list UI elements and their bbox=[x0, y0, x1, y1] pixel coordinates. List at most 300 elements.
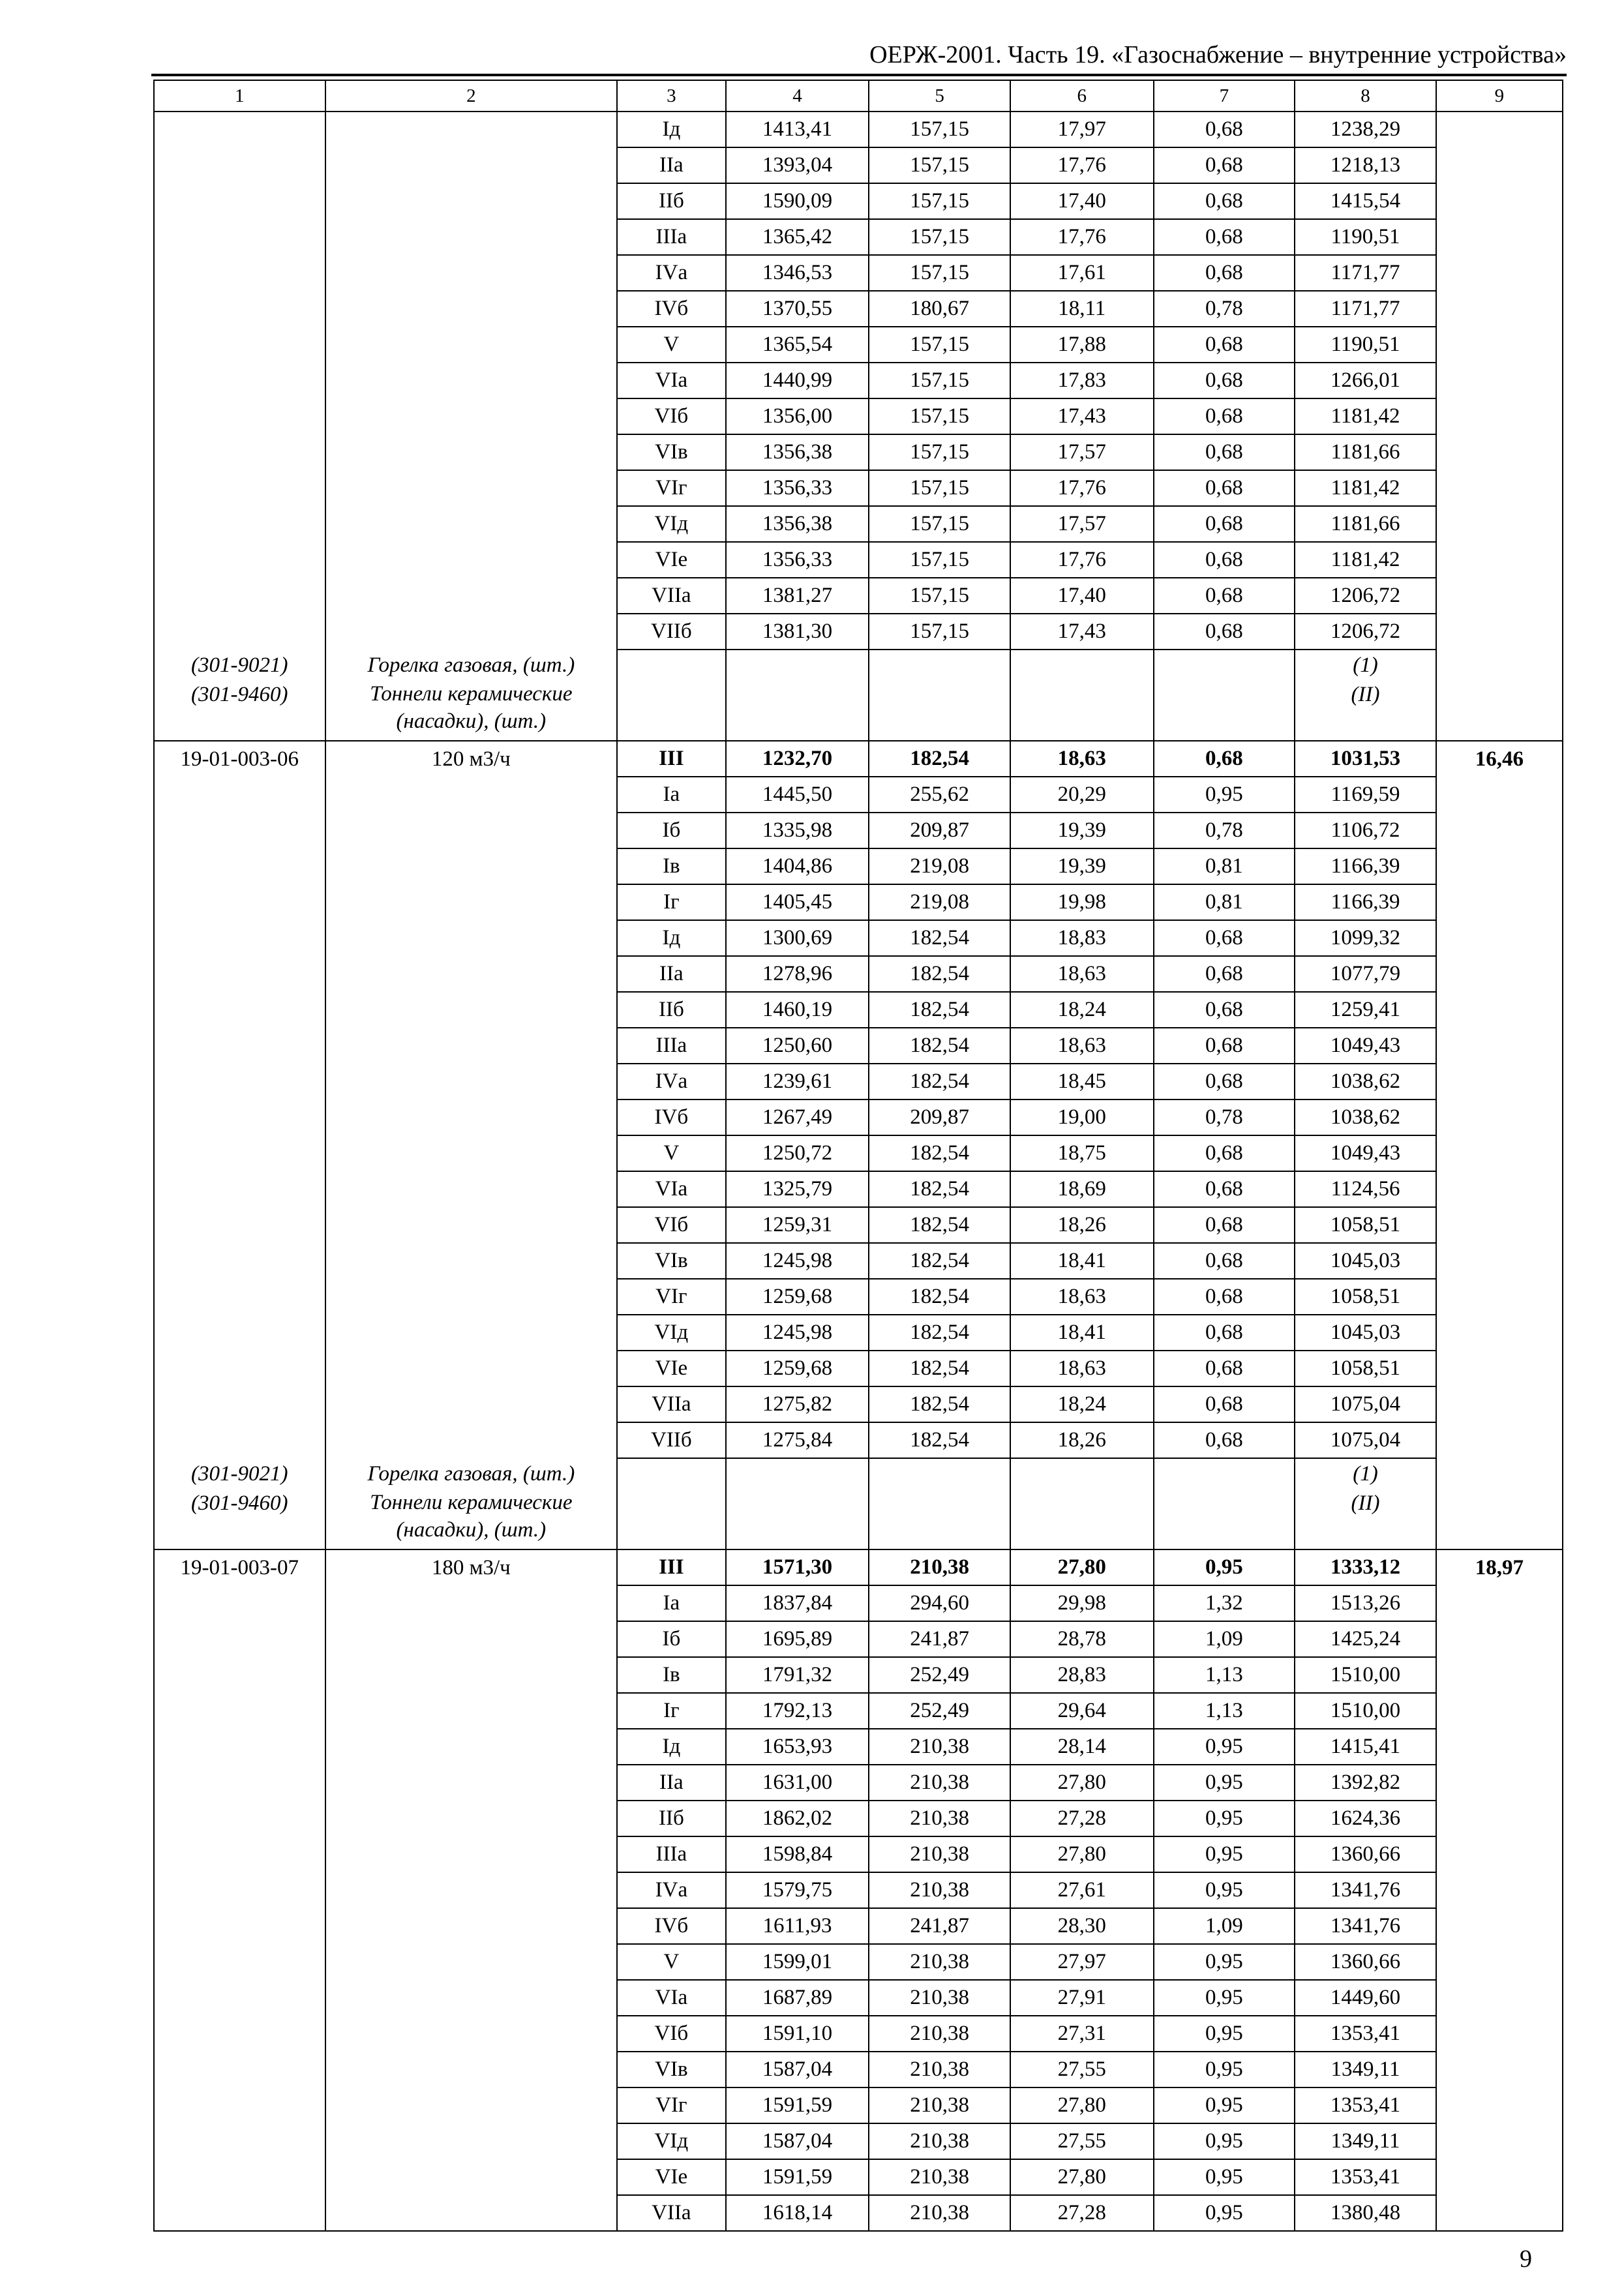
driver-wages-cell: 0,95 bbox=[1154, 1801, 1295, 1836]
wages-cell: 157,15 bbox=[869, 183, 1010, 219]
rate-name bbox=[325, 147, 618, 183]
resource-name bbox=[325, 680, 618, 741]
direct-costs-cell: 1611,93 bbox=[726, 1908, 869, 1944]
column-number: 4 bbox=[726, 80, 869, 112]
direct-costs-cell: 1356,33 bbox=[726, 470, 869, 506]
wages-cell: 210,38 bbox=[869, 1765, 1010, 1801]
driver-wages-cell: 0,81 bbox=[1154, 848, 1295, 884]
labor-costs-cell bbox=[1436, 363, 1563, 398]
zone-cell: IIб bbox=[617, 1801, 726, 1836]
resource-name-text: Тоннели керамические (насадки), (шт.) bbox=[370, 1491, 573, 1542]
resource-note-row bbox=[154, 1489, 1563, 1549]
rate-name bbox=[325, 992, 618, 1028]
direct-costs-cell: 1356,33 bbox=[726, 542, 869, 578]
table-row bbox=[154, 506, 1563, 542]
machine-costs-cell: 18,26 bbox=[1010, 1207, 1154, 1243]
wages-cell: 182,54 bbox=[869, 1028, 1010, 1064]
direct-costs-cell: 1245,98 bbox=[726, 1243, 869, 1279]
column-number: 1 bbox=[154, 80, 325, 112]
rate-name bbox=[325, 1585, 618, 1621]
zone-cell: VIе bbox=[617, 2159, 726, 2195]
rate-code bbox=[154, 1243, 325, 1279]
labor-costs-cell bbox=[1436, 1207, 1563, 1243]
direct-costs-cell: 1300,69 bbox=[726, 920, 869, 956]
table-row bbox=[154, 1064, 1563, 1100]
materials-cell: 1392,82 bbox=[1295, 1765, 1436, 1801]
resource-quantity: (II) bbox=[1295, 680, 1436, 741]
labor-costs-cell bbox=[1436, 1279, 1563, 1315]
wages-cell: 157,15 bbox=[869, 470, 1010, 506]
wages-cell: 210,38 bbox=[869, 1944, 1010, 1980]
machine-costs-cell: 17,76 bbox=[1010, 470, 1154, 506]
table-row bbox=[154, 1836, 1563, 1872]
direct-costs-cell: 1587,04 bbox=[726, 2052, 869, 2087]
resource-code: (301-9021) bbox=[154, 650, 325, 680]
driver-wages-cell: 0,68 bbox=[1154, 956, 1295, 992]
driver-wages-cell: 0,68 bbox=[1154, 578, 1295, 614]
machine-costs-cell: 18,63 bbox=[1010, 1279, 1154, 1315]
driver-wages-cell: 1,09 bbox=[1154, 1621, 1295, 1657]
wages-cell: 182,54 bbox=[869, 741, 1010, 777]
empty-cell bbox=[869, 1489, 1010, 1549]
rate-name bbox=[325, 434, 618, 470]
table-row bbox=[154, 848, 1563, 884]
table-row bbox=[154, 1944, 1563, 1980]
zone-cell: VIIа bbox=[617, 2195, 726, 2231]
wages-cell: 252,49 bbox=[869, 1693, 1010, 1729]
machine-costs-cell: 18,69 bbox=[1010, 1171, 1154, 1207]
table-body bbox=[154, 80, 1563, 2231]
rate-code bbox=[154, 255, 325, 291]
direct-costs-cell: 1579,75 bbox=[726, 1872, 869, 1908]
table-row bbox=[154, 542, 1563, 578]
table-row bbox=[154, 956, 1563, 992]
resource-name-text: Горелка газовая, (шт.) bbox=[367, 1461, 575, 1486]
rate-code bbox=[154, 614, 325, 650]
rate-code bbox=[154, 1351, 325, 1386]
rate-name bbox=[325, 1422, 618, 1458]
wages-cell: 182,54 bbox=[869, 1315, 1010, 1351]
zone-cell: V bbox=[617, 1944, 726, 1980]
machine-costs-cell: 28,30 bbox=[1010, 1908, 1154, 1944]
labor-costs-cell bbox=[1436, 1135, 1563, 1171]
header-rule bbox=[151, 74, 1567, 76]
empty-cell bbox=[1154, 680, 1295, 741]
wages-cell: 210,38 bbox=[869, 2123, 1010, 2159]
table-row bbox=[154, 578, 1563, 614]
machine-costs-cell: 20,29 bbox=[1010, 777, 1154, 813]
materials-cell: 1045,03 bbox=[1295, 1243, 1436, 1279]
machine-costs-cell: 27,80 bbox=[1010, 1549, 1154, 1585]
direct-costs-cell: 1250,60 bbox=[726, 1028, 869, 1064]
labor-costs-cell bbox=[1436, 219, 1563, 255]
table-row bbox=[154, 183, 1563, 219]
materials-cell: 1353,41 bbox=[1295, 2087, 1436, 2123]
machine-costs-cell: 27,31 bbox=[1010, 2016, 1154, 2052]
empty-cell bbox=[869, 1458, 1010, 1489]
wages-cell: 182,54 bbox=[869, 1207, 1010, 1243]
rate-code bbox=[154, 147, 325, 183]
empty-cell bbox=[617, 650, 726, 680]
rate-name bbox=[325, 614, 618, 650]
driver-wages-cell: 0,95 bbox=[1154, 1765, 1295, 1801]
table-row bbox=[154, 1549, 1563, 1585]
labor-costs-cell bbox=[1436, 1243, 1563, 1279]
materials-cell: 1360,66 bbox=[1295, 1944, 1436, 1980]
empty-cell bbox=[869, 680, 1010, 741]
rate-code bbox=[154, 112, 325, 147]
wages-cell: 182,54 bbox=[869, 956, 1010, 992]
wages-cell: 182,54 bbox=[869, 1279, 1010, 1315]
labor-costs-cell: 16,46 bbox=[1436, 741, 1563, 777]
direct-costs-cell: 1381,27 bbox=[726, 578, 869, 614]
labor-costs-cell bbox=[1436, 1028, 1563, 1064]
driver-wages-cell: 0,68 bbox=[1154, 1135, 1295, 1171]
table-row bbox=[154, 1207, 1563, 1243]
materials-cell: 1049,43 bbox=[1295, 1028, 1436, 1064]
table-row bbox=[154, 2159, 1563, 2195]
materials-cell: 1166,39 bbox=[1295, 884, 1436, 920]
wages-cell: 182,54 bbox=[869, 1135, 1010, 1171]
materials-cell: 1075,04 bbox=[1295, 1422, 1436, 1458]
materials-cell: 1190,51 bbox=[1295, 327, 1436, 363]
driver-wages-cell: 0,68 bbox=[1154, 147, 1295, 183]
machine-costs-cell: 17,43 bbox=[1010, 398, 1154, 434]
table-row bbox=[154, 777, 1563, 813]
materials-cell: 1206,72 bbox=[1295, 578, 1436, 614]
rate-code bbox=[154, 1872, 325, 1908]
table-row bbox=[154, 1980, 1563, 2016]
zone-cell: VIг bbox=[617, 2087, 726, 2123]
labor-costs-cell bbox=[1436, 614, 1563, 650]
zone-cell: VIIа bbox=[617, 1386, 726, 1422]
direct-costs-cell: 1335,98 bbox=[726, 813, 869, 848]
rate-name bbox=[325, 848, 618, 884]
rate-name bbox=[325, 2159, 618, 2195]
wages-cell: 182,54 bbox=[869, 1243, 1010, 1279]
zone-cell: VIIб bbox=[617, 1422, 726, 1458]
table-row bbox=[154, 992, 1563, 1028]
rate-code bbox=[154, 1657, 325, 1693]
direct-costs-cell: 1381,30 bbox=[726, 614, 869, 650]
rate-code bbox=[154, 1765, 325, 1801]
materials-cell: 1124,56 bbox=[1295, 1171, 1436, 1207]
rate-code bbox=[154, 1064, 325, 1100]
rate-name bbox=[325, 1279, 618, 1315]
table-row bbox=[154, 398, 1563, 434]
labor-costs-cell bbox=[1436, 1100, 1563, 1135]
wages-cell: 210,38 bbox=[869, 2087, 1010, 2123]
zone-cell: IVа bbox=[617, 255, 726, 291]
empty-cell bbox=[1436, 650, 1563, 680]
zone-cell: VIе bbox=[617, 1351, 726, 1386]
machine-costs-cell: 28,14 bbox=[1010, 1729, 1154, 1765]
labor-costs-cell bbox=[1436, 1944, 1563, 1980]
zone-cell: III bbox=[617, 1549, 726, 1585]
wages-cell: 210,38 bbox=[869, 1872, 1010, 1908]
wages-cell: 219,08 bbox=[869, 848, 1010, 884]
column-number: 6 bbox=[1010, 80, 1154, 112]
empty-cell bbox=[1154, 1458, 1295, 1489]
table-row bbox=[154, 884, 1563, 920]
wages-cell: 157,15 bbox=[869, 327, 1010, 363]
wages-cell: 182,54 bbox=[869, 1422, 1010, 1458]
rate-name bbox=[325, 1944, 618, 1980]
materials-cell: 1206,72 bbox=[1295, 614, 1436, 650]
materials-cell: 1513,26 bbox=[1295, 1585, 1436, 1621]
rate-name bbox=[325, 1100, 618, 1135]
rate-code bbox=[154, 1171, 325, 1207]
rate-code bbox=[154, 992, 325, 1028]
labor-costs-cell bbox=[1436, 2123, 1563, 2159]
resource-name bbox=[325, 1458, 618, 1489]
driver-wages-cell: 0,68 bbox=[1154, 434, 1295, 470]
labor-costs-cell bbox=[1436, 2159, 1563, 2195]
wages-cell: 210,38 bbox=[869, 2052, 1010, 2087]
driver-wages-cell: 0,68 bbox=[1154, 1422, 1295, 1458]
zone-cell: VIд bbox=[617, 2123, 726, 2159]
rate-code bbox=[154, 291, 325, 327]
rate-name bbox=[325, 291, 618, 327]
rate-name bbox=[325, 112, 618, 147]
machine-costs-cell: 18,63 bbox=[1010, 1028, 1154, 1064]
machine-costs-cell: 27,80 bbox=[1010, 1836, 1154, 1872]
labor-costs-cell bbox=[1436, 398, 1563, 434]
machine-costs-cell: 17,57 bbox=[1010, 434, 1154, 470]
rate-name bbox=[325, 1621, 618, 1657]
table-row bbox=[154, 1171, 1563, 1207]
zone-cell: Iг bbox=[617, 884, 726, 920]
machine-costs-cell: 27,80 bbox=[1010, 1765, 1154, 1801]
rate-name bbox=[325, 1386, 618, 1422]
driver-wages-cell: 0,95 bbox=[1154, 2016, 1295, 2052]
direct-costs-cell: 1837,84 bbox=[726, 1585, 869, 1621]
table-row bbox=[154, 1908, 1563, 1944]
zone-cell: VIв bbox=[617, 1243, 726, 1279]
resource-name bbox=[325, 1489, 618, 1549]
resource-note-row bbox=[154, 1458, 1563, 1489]
wages-cell: 182,54 bbox=[869, 920, 1010, 956]
machine-costs-cell: 27,80 bbox=[1010, 2087, 1154, 2123]
materials-cell: 1341,76 bbox=[1295, 1908, 1436, 1944]
rate-name bbox=[325, 1064, 618, 1100]
driver-wages-cell: 0,95 bbox=[1154, 2159, 1295, 2195]
machine-costs-cell: 27,61 bbox=[1010, 1872, 1154, 1908]
direct-costs-cell: 1591,59 bbox=[726, 2159, 869, 2195]
wages-cell: 157,15 bbox=[869, 219, 1010, 255]
wages-cell: 182,54 bbox=[869, 1351, 1010, 1386]
resource-name bbox=[325, 650, 618, 680]
labor-costs-cell bbox=[1436, 112, 1563, 147]
resource-name-text: Горелка газовая, (шт.) bbox=[367, 653, 575, 677]
machine-costs-cell: 18,45 bbox=[1010, 1064, 1154, 1100]
zone-cell: VIа bbox=[617, 1980, 726, 2016]
machine-costs-cell: 17,43 bbox=[1010, 614, 1154, 650]
rate-code bbox=[154, 777, 325, 813]
direct-costs-cell: 1365,42 bbox=[726, 219, 869, 255]
driver-wages-cell: 1,13 bbox=[1154, 1657, 1295, 1693]
rate-code bbox=[154, 920, 325, 956]
labor-costs-cell bbox=[1436, 813, 1563, 848]
table-row bbox=[154, 112, 1563, 147]
materials-cell: 1349,11 bbox=[1295, 2123, 1436, 2159]
zone-cell: V bbox=[617, 1135, 726, 1171]
table-row bbox=[154, 2087, 1563, 2123]
direct-costs-cell: 1599,01 bbox=[726, 1944, 869, 1980]
empty-cell bbox=[1436, 1489, 1563, 1549]
zone-cell: IIIа bbox=[617, 1028, 726, 1064]
machine-costs-cell: 27,55 bbox=[1010, 2052, 1154, 2087]
rate-code bbox=[154, 327, 325, 363]
direct-costs-cell: 1631,00 bbox=[726, 1765, 869, 1801]
wages-cell: 241,87 bbox=[869, 1908, 1010, 1944]
direct-costs-cell: 1370,55 bbox=[726, 291, 869, 327]
rate-code bbox=[154, 398, 325, 434]
materials-cell: 1380,48 bbox=[1295, 2195, 1436, 2231]
zone-cell: V bbox=[617, 327, 726, 363]
direct-costs-cell: 1591,10 bbox=[726, 2016, 869, 2052]
machine-costs-cell: 17,40 bbox=[1010, 183, 1154, 219]
machine-costs-cell: 18,75 bbox=[1010, 1135, 1154, 1171]
zone-cell: IIа bbox=[617, 1765, 726, 1801]
labor-costs-cell bbox=[1436, 255, 1563, 291]
materials-cell: 1510,00 bbox=[1295, 1693, 1436, 1729]
zone-cell: Iб bbox=[617, 1621, 726, 1657]
rate-code bbox=[154, 884, 325, 920]
resource-note-row bbox=[154, 680, 1563, 741]
wages-cell: 210,38 bbox=[869, 1729, 1010, 1765]
zone-cell: IVа bbox=[617, 1064, 726, 1100]
table-row bbox=[154, 147, 1563, 183]
zone-cell: Iв bbox=[617, 848, 726, 884]
rate-name bbox=[325, 2195, 618, 2231]
zone-cell: VIв bbox=[617, 434, 726, 470]
direct-costs-cell: 1792,13 bbox=[726, 1693, 869, 1729]
table-row bbox=[154, 434, 1563, 470]
materials-cell: 1031,53 bbox=[1295, 741, 1436, 777]
materials-cell: 1425,24 bbox=[1295, 1621, 1436, 1657]
wages-cell: 294,60 bbox=[869, 1585, 1010, 1621]
direct-costs-cell: 1571,30 bbox=[726, 1549, 869, 1585]
rate-code bbox=[154, 1585, 325, 1621]
machine-costs-cell: 17,83 bbox=[1010, 363, 1154, 398]
wages-cell: 157,15 bbox=[869, 112, 1010, 147]
machine-costs-cell: 17,76 bbox=[1010, 147, 1154, 183]
driver-wages-cell: 0,68 bbox=[1154, 1171, 1295, 1207]
driver-wages-cell: 0,68 bbox=[1154, 112, 1295, 147]
rate-code bbox=[154, 542, 325, 578]
materials-cell: 1449,60 bbox=[1295, 1980, 1436, 2016]
rate-name bbox=[325, 1765, 618, 1801]
zone-cell: VIг bbox=[617, 470, 726, 506]
zone-cell: IVб bbox=[617, 291, 726, 327]
zone-cell: Iд bbox=[617, 112, 726, 147]
rate-code bbox=[154, 1836, 325, 1872]
rate-code bbox=[154, 848, 325, 884]
zone-cell: Iв bbox=[617, 1657, 726, 1693]
rate-name bbox=[325, 1243, 618, 1279]
machine-costs-cell: 17,57 bbox=[1010, 506, 1154, 542]
rate-name bbox=[325, 363, 618, 398]
machine-costs-cell: 28,78 bbox=[1010, 1621, 1154, 1657]
resource-name-text: Тоннели керамические (насадки), (шт.) bbox=[370, 682, 573, 733]
rate-code bbox=[154, 1028, 325, 1064]
materials-cell: 1266,01 bbox=[1295, 363, 1436, 398]
empty-cell bbox=[1010, 1458, 1154, 1489]
wages-cell: 157,15 bbox=[869, 542, 1010, 578]
zone-cell: IVб bbox=[617, 1100, 726, 1135]
materials-cell: 1341,76 bbox=[1295, 1872, 1436, 1908]
rate-code bbox=[154, 1980, 325, 2016]
zone-cell: VIIа bbox=[617, 578, 726, 614]
rate-code bbox=[154, 1621, 325, 1657]
rate-code bbox=[154, 956, 325, 992]
wages-cell: 182,54 bbox=[869, 1064, 1010, 1100]
machine-costs-cell: 27,28 bbox=[1010, 2195, 1154, 2231]
table-row bbox=[154, 1729, 1563, 1765]
rate-code bbox=[154, 1801, 325, 1836]
materials-cell: 1171,77 bbox=[1295, 255, 1436, 291]
zone-cell: VIIб bbox=[617, 614, 726, 650]
wages-cell: 157,15 bbox=[869, 363, 1010, 398]
materials-cell: 1106,72 bbox=[1295, 813, 1436, 848]
direct-costs-cell: 1591,59 bbox=[726, 2087, 869, 2123]
materials-cell: 1353,41 bbox=[1295, 2159, 1436, 2195]
machine-costs-cell: 18,83 bbox=[1010, 920, 1154, 956]
table-row bbox=[154, 1621, 1563, 1657]
zone-cell: Iа bbox=[617, 1585, 726, 1621]
driver-wages-cell: 0,68 bbox=[1154, 363, 1295, 398]
driver-wages-cell: 0,68 bbox=[1154, 1064, 1295, 1100]
wages-cell: 157,15 bbox=[869, 255, 1010, 291]
rate-name bbox=[325, 920, 618, 956]
wages-cell: 182,54 bbox=[869, 1386, 1010, 1422]
rate-code bbox=[154, 813, 325, 848]
table-row bbox=[154, 363, 1563, 398]
materials-cell: 1181,66 bbox=[1295, 506, 1436, 542]
rate-name bbox=[325, 1729, 618, 1765]
rate-code bbox=[154, 578, 325, 614]
resource-note-row bbox=[154, 650, 1563, 680]
empty-cell bbox=[617, 680, 726, 741]
rate-code bbox=[154, 2195, 325, 2231]
wages-cell: 210,38 bbox=[869, 2016, 1010, 2052]
materials-cell: 1353,41 bbox=[1295, 2016, 1436, 2052]
wages-cell: 157,15 bbox=[869, 578, 1010, 614]
direct-costs-cell: 1440,99 bbox=[726, 363, 869, 398]
rate-name bbox=[325, 2123, 618, 2159]
rate-code bbox=[154, 1729, 325, 1765]
column-number: 5 bbox=[869, 80, 1010, 112]
materials-cell: 1058,51 bbox=[1295, 1351, 1436, 1386]
zone-cell: III bbox=[617, 741, 726, 777]
direct-costs-cell: 1356,38 bbox=[726, 506, 869, 542]
rate-name bbox=[325, 1207, 618, 1243]
direct-costs-cell: 1356,00 bbox=[726, 398, 869, 434]
materials-cell: 1075,04 bbox=[1295, 1386, 1436, 1422]
wages-cell: 241,87 bbox=[869, 1621, 1010, 1657]
zone-cell: VIб bbox=[617, 2016, 726, 2052]
empty-cell bbox=[1436, 1458, 1563, 1489]
table-row bbox=[154, 2123, 1563, 2159]
wages-cell: 157,15 bbox=[869, 147, 1010, 183]
wages-cell: 219,08 bbox=[869, 884, 1010, 920]
rate-code bbox=[154, 1279, 325, 1315]
machine-costs-cell: 17,40 bbox=[1010, 578, 1154, 614]
table-row bbox=[154, 327, 1563, 363]
labor-costs-cell bbox=[1436, 1585, 1563, 1621]
empty-cell bbox=[726, 680, 869, 741]
